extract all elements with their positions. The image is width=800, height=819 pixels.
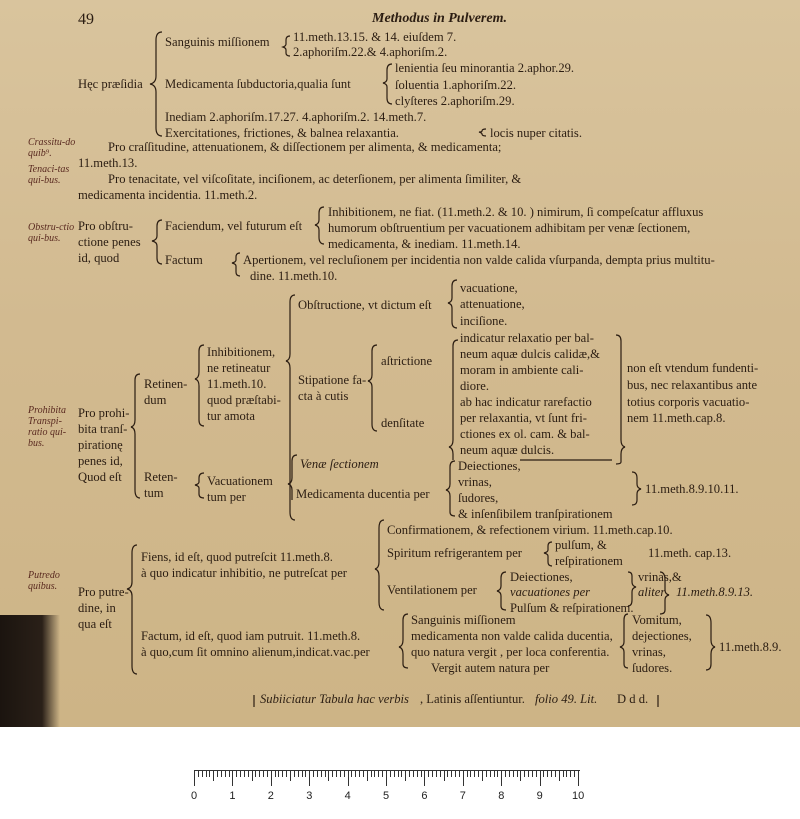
ruler-tick xyxy=(520,770,521,781)
ruler-tick xyxy=(540,770,541,786)
prohibita-pro-4: penes id, xyxy=(78,454,123,468)
footer-latinis: , Latinis aſſentiuntur. xyxy=(420,692,525,706)
footer-ddd: D d d. xyxy=(617,692,649,706)
vergit-natura: Vergit autem natura per xyxy=(431,661,550,675)
ruler-tick xyxy=(309,770,310,786)
ruler-tick xyxy=(340,770,341,777)
ruler-tick xyxy=(440,770,441,777)
ruler-tick xyxy=(302,770,303,777)
medicamenta-item-1: lenientia ſeu minorantia 2.aphor.29. xyxy=(395,61,575,75)
tenacitas-line-2: medicamenta incidentia. 11.meth.2. xyxy=(78,188,258,202)
medicamenta-5: medicamenta non valde calida ducentia, xyxy=(411,629,613,643)
non-est-4: nem 11.meth.cap.8. xyxy=(627,411,726,425)
ruler-tick xyxy=(386,770,387,786)
ruler-tick xyxy=(570,770,571,777)
prohibita-pro-3: pirationę xyxy=(78,438,123,452)
running-title: Methodus in Pulverem. xyxy=(372,11,507,26)
insensibilem: & inſenſibilem tranſpirationem xyxy=(458,507,613,521)
stipatione-2: cta à cutis xyxy=(298,389,349,403)
deiectiones-4: Deiectiones, xyxy=(458,459,521,473)
aliter: aliter xyxy=(638,585,666,599)
dejectiones-5: dejectiones, xyxy=(632,629,692,643)
ruler-tick xyxy=(474,770,475,777)
ruler-tick xyxy=(394,770,395,777)
stipatione-1: Stipatione fa- xyxy=(298,373,367,387)
obstructio-pro-2: ctione penes xyxy=(78,235,141,249)
page-number: 49 xyxy=(78,11,94,28)
vrinas-5b: vrinas, xyxy=(632,645,666,659)
retinendum-1: Retinen- xyxy=(144,377,188,391)
ruler-tick xyxy=(421,770,422,777)
ab-hac-2: per relaxantia, vt ſunt fri- xyxy=(460,411,587,425)
putredo-pro-1: Pro putre- xyxy=(78,585,129,599)
ruler-tick xyxy=(286,770,287,777)
ruler-tick xyxy=(275,770,276,777)
ruler-tick xyxy=(213,770,214,781)
ventilationem-ref: 11.meth.8.9.13. xyxy=(676,585,754,599)
ruler-tick xyxy=(578,770,579,786)
ruler-tick xyxy=(566,770,567,777)
ruler-tick xyxy=(482,770,483,781)
ruler-tick xyxy=(355,770,356,777)
footer-subiiciatur: Subiiciatur Tabula hac verbis xyxy=(260,692,409,706)
margin-note-prohibita: Prohibita Transpi-ratio qui-bus. xyxy=(28,405,67,449)
ruler-tick xyxy=(359,770,360,777)
inhibitionem-line-3: medicamenta, & inediam. 11.meth.14. xyxy=(328,237,521,251)
ruler-tick xyxy=(232,770,233,786)
ruler-tick xyxy=(455,770,456,777)
ruler-tick xyxy=(371,770,372,777)
ruler-tick xyxy=(555,770,556,777)
ruler-tick xyxy=(405,770,406,781)
ruler-tick xyxy=(298,770,299,777)
factum-obstructio: Factum xyxy=(165,253,203,267)
ruler-tick xyxy=(524,770,525,777)
non-est-3: totius corporis vacuatio- xyxy=(627,395,750,409)
sanguinis-missionem: Sanguinis miſſionem xyxy=(165,35,270,49)
ruler-tick xyxy=(409,770,410,777)
ruler-tick xyxy=(363,770,364,777)
ruler-tick xyxy=(494,770,495,777)
medicamenta-item-3: clyſteres 2.aphoriſm.29. xyxy=(395,94,515,108)
vacuationem-2: tum per xyxy=(207,490,246,504)
ruler-tick xyxy=(290,770,291,781)
ruler-tick xyxy=(447,770,448,777)
ruler-tick xyxy=(321,770,322,777)
ruler-tick xyxy=(336,770,337,777)
vomitum: Vomitum, xyxy=(632,613,682,627)
ruler-tick xyxy=(348,770,349,786)
ruler-tick xyxy=(325,770,326,777)
ruler-tick xyxy=(436,770,437,777)
deiectiones-5: Deiectiones, xyxy=(510,570,573,584)
pulsum-respirationem: Pulſum & reſpirationem. xyxy=(510,601,634,615)
ruler-tick xyxy=(398,770,399,777)
sanguinis-5: Sanguinis miſſionem xyxy=(411,613,516,627)
inhibitionem-4-5: tur amota xyxy=(207,409,255,423)
ruler-tick xyxy=(206,770,207,777)
footer-folio: folio 49. Lit. xyxy=(535,692,598,706)
ruler-tick xyxy=(413,770,414,777)
ruler-tick xyxy=(432,770,433,777)
ruler-tick xyxy=(536,770,537,777)
ruler-tick xyxy=(428,770,429,777)
ruler-tick xyxy=(259,770,260,777)
vrinas-5: vrinas,& xyxy=(638,570,682,584)
ventilationem: Ventilationem per xyxy=(387,583,477,597)
vacuationes-per: vacuationes per xyxy=(510,585,591,599)
ruler-tick xyxy=(225,770,226,777)
exercitationes-ref: locis nuper citatis. xyxy=(490,126,582,140)
inediam-line: Inediam 2.aphoriſm.17.27. 4.aphoriſm.2. 14.meth.7. xyxy=(165,110,427,124)
ruler-tick xyxy=(563,770,564,777)
ruler-tick xyxy=(417,770,418,777)
ruler-tick xyxy=(574,770,575,777)
measurement-ruler xyxy=(191,770,585,810)
ruler-tick xyxy=(490,770,491,777)
prohibita-pro-5: Quod eſt xyxy=(78,470,122,484)
ruler-tick xyxy=(497,770,498,777)
ref-11-meth-8-9: 11.meth.8.9.10.11. xyxy=(645,482,739,496)
ruler-tick xyxy=(463,770,464,786)
ruler-tick xyxy=(240,770,241,777)
putredo-pro-3: qua eſt xyxy=(78,617,112,631)
ruler-tick xyxy=(401,770,402,777)
ruler-tick xyxy=(236,770,237,777)
ab-hac-3: ctiones ex ol. cam. & bal- xyxy=(460,427,590,441)
inhibitionem-4-4: quod præſtabi- xyxy=(207,393,281,407)
ruler-tick xyxy=(282,770,283,777)
prohibita-pro-2: bita tranſ- xyxy=(78,422,128,436)
indicatur-4: diore. xyxy=(460,379,490,393)
spiritum: Spiritum refrigerantem per xyxy=(387,546,522,560)
incisione: inciſione. xyxy=(460,314,508,328)
ruler-tick xyxy=(547,770,548,777)
ruler-tick xyxy=(294,770,295,777)
ruler-tick xyxy=(551,770,552,777)
ruler-tick xyxy=(501,770,502,786)
ruler-tick xyxy=(478,770,479,777)
factum-5-1: Factum, id eſt, quod iam putruit. 11.meth.8. xyxy=(141,629,361,643)
quo-natura: quo natura vergit , per loca conferentia. xyxy=(411,645,610,659)
ruler-tick xyxy=(559,770,560,781)
ruler-tick xyxy=(509,770,510,777)
ruler-label: 10 xyxy=(572,790,585,802)
ruler-tick xyxy=(451,770,452,777)
ruler-tick xyxy=(424,770,425,786)
obstructio-pro-3: id, quod xyxy=(78,251,120,265)
factum-5-2: à quo,cum ſit omnino alienum,indicat.vac.per xyxy=(141,645,370,659)
ruler-tick xyxy=(267,770,268,777)
ruler-tick xyxy=(486,770,487,777)
ruler-label: 6 xyxy=(421,790,428,802)
retentum-2: tum xyxy=(144,486,164,500)
faciendum: Faciendum, vel futurum eſt xyxy=(165,219,303,233)
ruler-tick xyxy=(248,770,249,777)
ruler-tick xyxy=(444,770,445,781)
vacuatione: vacuatione, xyxy=(460,281,518,295)
inhibitionem-4-3: 11.meth.10. xyxy=(207,377,267,391)
ruler-tick xyxy=(505,770,506,777)
inhibitionem-line-2: humorum obſtruentium per vacuationem adhibitam per venæ ſectionem, xyxy=(328,221,691,235)
ab-hac-4: neum aquæ dulcis. xyxy=(460,443,555,457)
ruler-tick xyxy=(513,770,514,777)
indicatur-1: indicatur relaxatio per bal- xyxy=(460,331,594,345)
medicamenta-ducentia: Medicamenta ducentia per xyxy=(296,487,430,501)
attenuatione: attenuatione, xyxy=(460,297,525,311)
vacuationem-1: Vacuationem xyxy=(207,474,273,488)
fiens-2: à quo indicatur inhibitio, ne putreſcat per xyxy=(141,566,347,580)
ruler-label: 5 xyxy=(383,790,390,802)
ruler-tick xyxy=(313,770,314,777)
retinendum-2: dum xyxy=(144,393,167,407)
sudores-5: ſudores. xyxy=(632,661,673,675)
ruler-tick xyxy=(328,770,329,781)
inhibitionem-line-1: Inhibitionem, ne fiat. (11.meth.2. & 10. ) nimirum, ſi compeſcatur affluxus xyxy=(328,205,704,219)
ruler-tick xyxy=(378,770,379,777)
margin-note-tenacitas: Tenaci-tas qui-bus. xyxy=(28,164,70,186)
margin-note-obstructio: Obstru-ctio qui-bus. xyxy=(28,222,75,244)
ruler-tick xyxy=(517,770,518,777)
ruler-tick xyxy=(317,770,318,777)
margin-note-putredo: Putredo quibus. xyxy=(28,570,60,592)
ruler-label: 7 xyxy=(459,790,466,802)
non-est-1: non eſt vtendum fundenti- xyxy=(627,361,759,375)
tenacitas-line-1: Pro tenacitate, vel viſcoſitate, inciſionem, ac deterſionem, per alimenta ſimiliter, & xyxy=(108,172,522,186)
ruler-label: 2 xyxy=(267,790,274,802)
ruler-tick xyxy=(382,770,383,777)
ruler-tick xyxy=(221,770,222,777)
ruler-tick xyxy=(374,770,375,777)
ruler-tick xyxy=(459,770,460,777)
ruler-tick xyxy=(271,770,272,786)
apertionem-line-1: Apertionem, vel recluſionem per incidentia non valde calida vſurpanda, dempta prius multitu- xyxy=(243,253,715,267)
densitate: denſitate xyxy=(381,416,425,430)
venae-sectionem: Venæ ſectionem xyxy=(300,457,379,471)
ruler-tick xyxy=(367,770,368,781)
inhibitionem-4-1: Inhibitionem, xyxy=(207,345,276,359)
ruler-tick xyxy=(202,770,203,777)
ruler-tick xyxy=(229,770,230,777)
ruler-tick xyxy=(209,770,210,777)
ruler-tick xyxy=(244,770,245,777)
ruler-tick xyxy=(278,770,279,777)
ruler-tick xyxy=(528,770,529,777)
ruler-tick xyxy=(543,770,544,777)
crassitudo-line-2: 11.meth.13. xyxy=(78,156,138,170)
ruler-tick xyxy=(390,770,391,777)
spiritum-ref: 11.meth. cap.13. xyxy=(648,546,732,560)
indicatur-2: neum aquæ dulcis calidæ,& xyxy=(460,347,600,361)
pulsum: pulſum, & xyxy=(555,538,607,552)
ruler-tick xyxy=(467,770,468,777)
vrinas-4: vrinas, xyxy=(458,475,492,489)
ruler-label: 1 xyxy=(229,790,236,802)
ruler-tick xyxy=(217,770,218,777)
ruler-tick xyxy=(470,770,471,777)
ruler-label: 4 xyxy=(344,790,351,802)
exercitationes-line: Exercitationes, frictiones, & balnea relaxantia. xyxy=(165,126,399,140)
non-est-2: bus, nec relaxantibus ante xyxy=(627,378,758,392)
ruler-tick xyxy=(252,770,253,781)
ruler-tick xyxy=(198,770,199,777)
sudores-4: ſudores, xyxy=(458,491,499,505)
ruler-tick xyxy=(344,770,345,777)
retentum-1: Reten- xyxy=(144,470,178,484)
respirationem: reſpirationem xyxy=(555,554,623,568)
confirmationem: Confirmationem, & refectionem virium. 11.meth.cap.10. xyxy=(387,523,673,537)
sanguinis-ref-2: 2.aphoriſm.22.& 4.aphoriſm.2. xyxy=(293,45,448,59)
obstructione-vt-dictum: Obſtructione, vt dictum eſt xyxy=(298,298,432,312)
ruler-label: 3 xyxy=(306,790,313,802)
ruler-tick xyxy=(263,770,264,777)
prohibita-pro-1: Pro prohi- xyxy=(78,406,130,420)
sanguinis-ref-1: 11.meth.13.15. & 14. eiuſdem 7. xyxy=(293,30,457,44)
medicamenta-item-2: ſoluentia 1.aphoriſm.22. xyxy=(395,78,517,92)
ruler-tick xyxy=(351,770,352,777)
ruler-tick xyxy=(255,770,256,777)
ruler-tick xyxy=(532,770,533,777)
indicatur-3: moram in ambiente cali- xyxy=(460,363,584,377)
ruler-tick xyxy=(332,770,333,777)
ab-hac-1: ab hac indicatur rarefactio xyxy=(460,395,592,409)
astrictione: aſtrictione xyxy=(381,354,433,368)
ruler-label: 9 xyxy=(536,790,543,802)
fiens-1: Fiens, id eſt, quod putreſcit 11.meth.8. xyxy=(141,550,333,564)
apertionem-line-2: dine. 11.meth.10. xyxy=(250,269,338,283)
ruler-tick xyxy=(194,770,195,786)
obstructio-pro-1: Pro obſtru- xyxy=(78,219,133,233)
ruler-label: 0 xyxy=(191,790,198,802)
intro-haec-praesidia: Hęc præſidia xyxy=(78,77,143,91)
putredo-pro-2: dine, in xyxy=(78,601,116,615)
ruler-tick xyxy=(305,770,306,777)
margin-note-crassitudo: Crassitu-do quib⁹. xyxy=(28,137,76,159)
factum-ref: 11.meth.8.9. xyxy=(719,640,782,654)
ruler-label: 8 xyxy=(498,790,505,802)
medicamenta-subductoria: Medicamenta ſubductoria,qualia ſunt xyxy=(165,77,351,91)
crassitudo-line-1: Pro craſſitudine, attenuationem, & diſſectionem per alimenta, & medicamenta; xyxy=(108,140,502,154)
inhibitionem-4-2: ne retineatur xyxy=(207,361,271,375)
